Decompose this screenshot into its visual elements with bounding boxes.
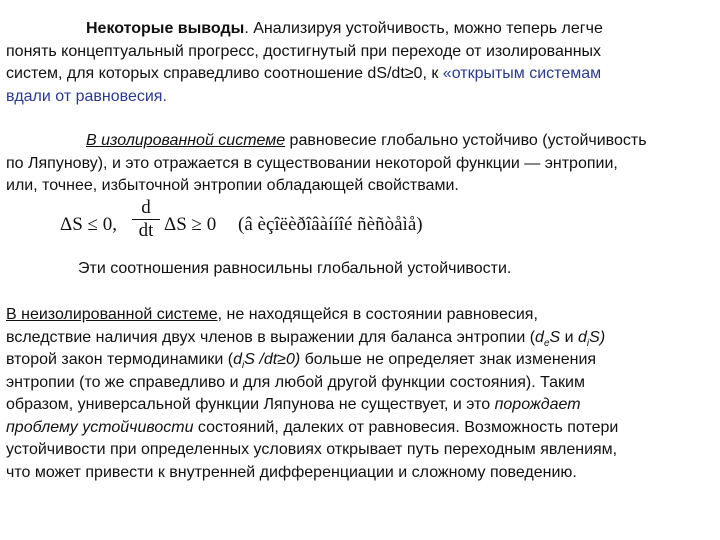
paragraph-equivalence: [78, 258, 698, 281]
p4-line-7: устойчивости при определенных условиях открывает путь переходным явлениям,: [6, 441, 618, 458]
paragraph-conclusions: [6, 18, 714, 108]
p4-line-1: В неизолированной системе, не находящейся в состоянии равновесия,: [6, 306, 538, 323]
p4-line-8: что может привести к внутренней дифференциации и сложному поведению.: [6, 463, 577, 481]
open-systems-phrase: «открытым системам: [442, 65, 602, 82]
entropy-production-term: $d_iS$): [578, 328, 606, 349]
p4-line-5: образом, универсальной функции Ляпунова не существует, и это порождает: [6, 396, 581, 413]
p1-line-1: Некоторые выводы. Анализируя устойчивость, можно теперь легче: [86, 20, 603, 37]
formula-delta-s-ge-zero: ΔS ≥ 0: [164, 214, 217, 235]
entropy-exchange-term: $d_eS$: [535, 328, 561, 349]
p4-line-4: энтропии (то же справедливо и для любой другой функции состояния). Таким: [6, 373, 585, 391]
paragraph-isolated-system: [6, 130, 714, 198]
second-law-expression: $d_iS$ /dt≥0): [233, 351, 301, 372]
p3-line-1: Эти соотношения равносильны глобальной устойчивости.: [78, 260, 512, 277]
p1-line-2: понять концептуальный прогресс, достигнутый при переходе от изолированных: [6, 42, 602, 60]
p4-line-3: второй закон термодинамики ($d_iS$ /dt≥0) больше не определяет знак изменения: [6, 351, 597, 372]
formula-garbled-note: (â èçîëèðîâàííîé ñèñòåìå): [238, 214, 423, 235]
p1-line-4: вдали от равновесия.: [6, 87, 167, 105]
isolated-system-term: В изолированной системе: [86, 132, 286, 149]
entropy-formula: [60, 196, 520, 256]
p4-line-2: вследствие наличия двух членов в выражении для баланса энтропии ($d_eS$ и $d_iS$): [6, 328, 606, 349]
formula-derivative: [132, 198, 160, 241]
formula-frac-numerator: d: [141, 197, 151, 218]
p4-line-6: проблему устойчивости состояний, далеких от равновесия. Возможность потери: [6, 418, 619, 436]
stability-problem-phrase: проблему устойчивости: [6, 418, 194, 436]
heading-some-conclusions: Некоторые выводы: [86, 20, 245, 37]
p2-line-1: В изолированной системе равновесие глобально устойчиво (устойчивость: [86, 132, 647, 149]
paragraph-non-isolated-system: [6, 304, 714, 484]
p2-line-2: по Ляпунову), и это отражается в существовании некоторой функции — энтропии,: [6, 154, 618, 172]
p2-line-3: или, точнее, избыточной энтропии обладающей свойствами.: [6, 177, 459, 194]
formula-delta-s-le-zero: ΔS ≤ 0,: [60, 214, 117, 235]
formula-frac-denominator: dt: [138, 220, 154, 241]
non-isolated-system-term: В неизолированной системе,: [6, 306, 223, 323]
p1-line-3: систем, для которых справедливо соотношение dS/dt≥0, к «открытым системам: [6, 65, 602, 82]
